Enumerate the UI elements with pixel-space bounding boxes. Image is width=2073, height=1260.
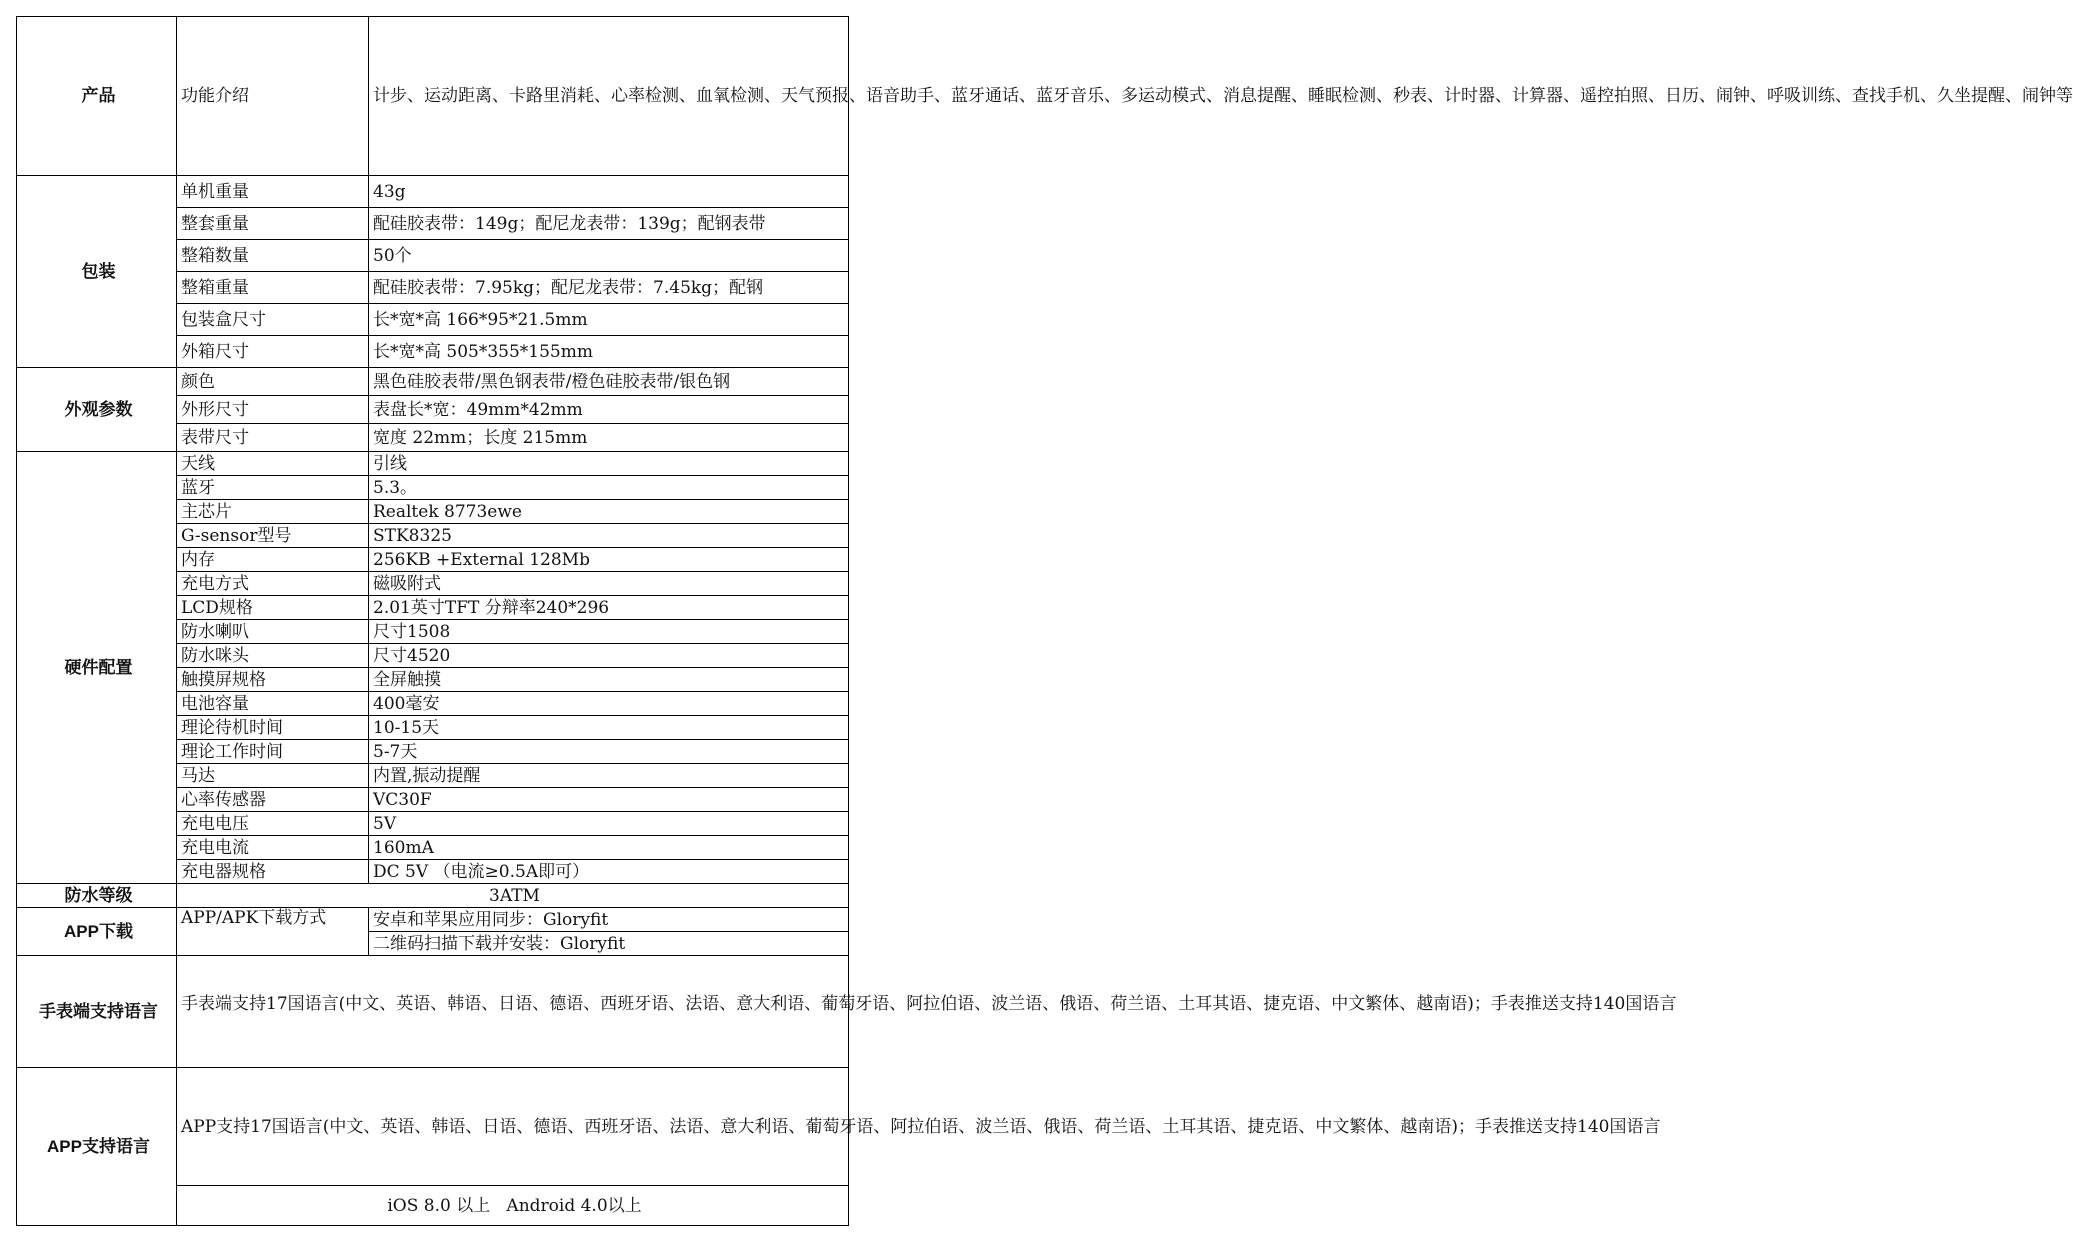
spec-label: G-sensor型号: [177, 524, 369, 548]
spec-label: 整套重量: [177, 208, 369, 240]
category-product: 产品: [17, 17, 177, 176]
spec-label: 颜色: [177, 368, 369, 396]
spec-label: 触摸屏规格: [177, 668, 369, 692]
spec-label: 防水咪头: [177, 644, 369, 668]
table-row: [17, 1068, 849, 1186]
spec-label: 包装盒尺寸: [177, 304, 369, 336]
spec-value: 长*宽*高 505*355*155mm: [369, 336, 849, 368]
spec-value: STK8325: [369, 524, 849, 548]
spec-value: 磁吸附式: [369, 572, 849, 596]
spec-label: LCD规格: [177, 596, 369, 620]
watch-languages-text: 手表端支持17国语言(中文、英语、韩语、日语、德语、西班牙语、法语、意大利语、葡萄牙语、阿拉伯语、波兰语、俄语、荷兰语、土耳其语、捷克语、中文繁体、越南语)；手表推送支持140国语言: [177, 956, 849, 1068]
table-row: [17, 908, 849, 932]
spec-value: 长*宽*高 166*95*21.5mm: [369, 304, 849, 336]
category-app-download: APP下载: [17, 908, 177, 956]
spec-label: 主芯片: [177, 500, 369, 524]
watch-languages-row: [17, 956, 849, 1068]
spec-value: 全屏触摸: [369, 668, 849, 692]
app-download-label: APP/APK下载方式: [177, 908, 369, 956]
category-hardware: 硬件配置: [17, 452, 177, 884]
spec-value: 5-7天: [369, 740, 849, 764]
spec-label: 整箱重量: [177, 272, 369, 304]
spec-value: 10-15天: [369, 716, 849, 740]
table-row: [17, 452, 849, 476]
os-requirement: iOS 8.0 以上 Android 4.0以上: [177, 1186, 849, 1226]
spec-label: 心率传感器: [177, 788, 369, 812]
spec-label: 充电电压: [177, 812, 369, 836]
spec-label: 充电电流: [177, 836, 369, 860]
spec-value: 宽度 22mm；长度 215mm: [369, 424, 849, 452]
spec-value: 内置,振动提醒: [369, 764, 849, 788]
spec-label: 整箱数量: [177, 240, 369, 272]
spec-value: 配硅胶表带：7.95kg；配尼龙表带：7.45kg；配钢: [369, 272, 849, 304]
category-waterproof: 防水等级: [17, 884, 177, 908]
spec-label: 马达: [177, 764, 369, 788]
spec-value: 尺寸4520: [369, 644, 849, 668]
spec-value: Realtek 8773ewe: [369, 500, 849, 524]
waterproof-value: 3ATM: [177, 884, 849, 908]
spec-value: 50个: [369, 240, 849, 272]
spec-table: [16, 16, 2073, 1226]
product-row: [17, 17, 849, 176]
app-download-value: 二维码扫描下载并安装：Gloryfit: [369, 932, 849, 956]
spec-label: 内存: [177, 548, 369, 572]
spec-value: 表盘长*宽：49mm*42mm: [369, 396, 849, 424]
spec-value: 尺寸1508: [369, 620, 849, 644]
spec-label: 天线: [177, 452, 369, 476]
app-download-value: 安卓和苹果应用同步：Gloryfit: [369, 908, 849, 932]
spec-label: 单机重量: [177, 176, 369, 208]
spec-value: 256KB +External 128Mb: [369, 548, 849, 572]
spec-label: 充电方式: [177, 572, 369, 596]
spec-value: VC30F: [369, 788, 849, 812]
spec-value: 黑色硅胶表带/黑色钢表带/橙色硅胶表带/银色钢: [369, 368, 849, 396]
app-languages-text: APP支持17国语言(中文、英语、韩语、日语、德语、西班牙语、法语、意大利语、葡萄牙语、阿拉伯语、波兰语、俄语、荷兰语、土耳其语、捷克语、中文繁体、越南语)；手表推送支持140国语言: [177, 1068, 849, 1186]
spec-label: 理论待机时间: [177, 716, 369, 740]
spec-value: 400毫安: [369, 692, 849, 716]
spec-label: 蓝牙: [177, 476, 369, 500]
spec-label: 外形尺寸: [177, 396, 369, 424]
spec-label: 防水喇叭: [177, 620, 369, 644]
spec-label: 充电器规格: [177, 860, 369, 884]
spec-label: 理论工作时间: [177, 740, 369, 764]
category-watch-languages: 手表端支持语言: [17, 956, 177, 1068]
spec-value: DC 5V （电流≥0.5A即可）: [369, 860, 849, 884]
spec-value: 5V: [369, 812, 849, 836]
category-app-languages: APP支持语言: [17, 1068, 177, 1226]
table-row: [17, 368, 849, 396]
spec-value: 5.3。: [369, 476, 849, 500]
spec-label: 外箱尺寸: [177, 336, 369, 368]
spec-label: 电池容量: [177, 692, 369, 716]
category-packaging: 包装: [17, 176, 177, 368]
product-description: 计步、运动距离、卡路里消耗、心率检测、血氧检测、天气预报、语音助手、蓝牙通话、蓝牙音乐、多运动模式、消息提醒、睡眠检测、秒表、计时器、计算器、遥控拍照、日历、闹钟、呼吸训练、查找手机、久坐提醒、闹钟等: [369, 17, 849, 176]
spec-value: 引线: [369, 452, 849, 476]
spec-value: 43g: [369, 176, 849, 208]
product-label: 功能介绍: [177, 17, 369, 176]
category-appearance: 外观参数: [17, 368, 177, 452]
spec-label: 表带尺寸: [177, 424, 369, 452]
spec-value: 2.01英寸TFT 分辩率240*296: [369, 596, 849, 620]
table-row: [17, 176, 849, 208]
spec-value: 160mA: [369, 836, 849, 860]
waterproof-row: [17, 884, 849, 908]
spec-value: 配硅胶表带：149g；配尼龙表带：139g；配钢表带: [369, 208, 849, 240]
